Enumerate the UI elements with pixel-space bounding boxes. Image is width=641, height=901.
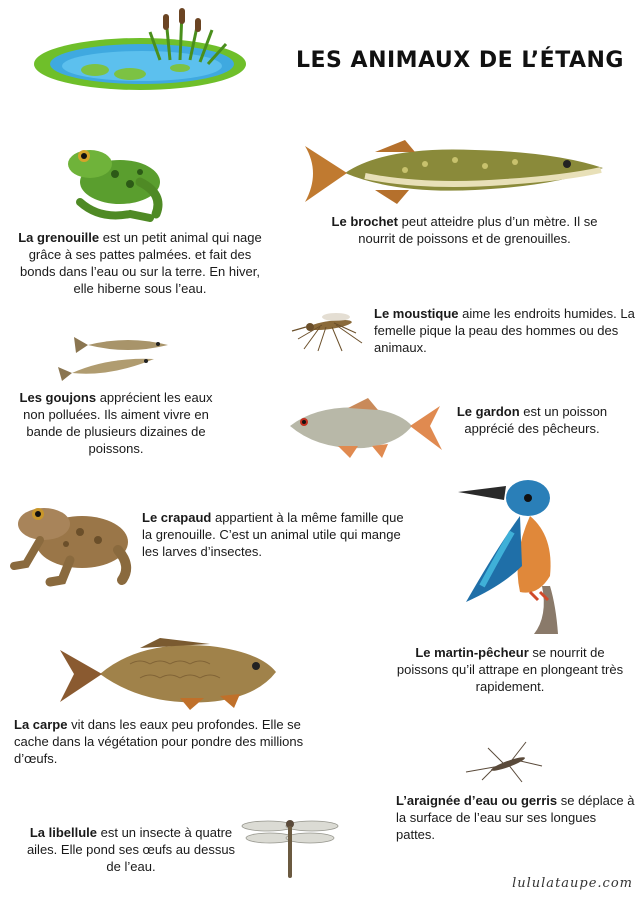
crapaud-caption: Le crapaud appartient à la même famille que la grenouille. C’est un animal utile qui mange les larves d’insectes. xyxy=(142,510,404,559)
pike-fish-icon xyxy=(305,138,605,208)
carpe-caption: La carpe vit dans les eaux peu profondes. Elle se cache dans la végétation pour pondre des millions d’œufs. xyxy=(14,717,304,766)
pond-icon xyxy=(30,8,260,88)
mosquito-icon xyxy=(290,305,370,355)
frog-icon xyxy=(60,142,170,222)
martin-caption: Le martin-pêcheur se nourrit de poissons qu’il attrape en plongeant très rapidement. xyxy=(396,645,624,694)
araignee-caption: L’araignée d’eau ou gerris se déplace à la surface de l’eau sur ses longues pattes. xyxy=(396,793,635,842)
carp-fish-icon xyxy=(60,634,280,712)
dragonfly-icon xyxy=(240,816,340,880)
libellule-caption: La libellule est un insecte à quatre ailes. Elle pond ses œufs au dessus de l’eau. xyxy=(26,825,236,874)
grenouille-caption: La grenouille est un petit animal qui nage grâce à ses pattes palmées. et fait des bonds dans l’eau ou sur la terre. En hiver, elle hiberne sous l’eau. xyxy=(18,230,262,296)
roach-fish-icon xyxy=(288,398,443,460)
moustique-caption: Le moustique aime les endroits humides. La femelle pique la peau des hommes ou des animaux. xyxy=(374,306,635,355)
site-credit: lululataupe.com xyxy=(512,876,633,891)
gudgeon-fish-icon xyxy=(58,333,173,383)
water-strider-icon xyxy=(464,740,544,784)
kingfisher-bird-icon xyxy=(458,476,578,636)
brochet-caption: Le brochet peut atteidre plus d’un mètre. Il se nourrit de poissons et de grenouilles. xyxy=(331,214,598,246)
goujons-caption: Les goujons apprécient les eaux non polluées. Ils aiment vivre en bande de plusieurs dizaines de poissons. xyxy=(19,390,213,456)
toad-icon xyxy=(10,494,135,586)
page-title: LES ANIMAUX DE L’ÉTANG xyxy=(296,48,624,73)
gardon-caption: Le gardon est un poisson apprécié des pêcheurs. xyxy=(456,404,608,436)
